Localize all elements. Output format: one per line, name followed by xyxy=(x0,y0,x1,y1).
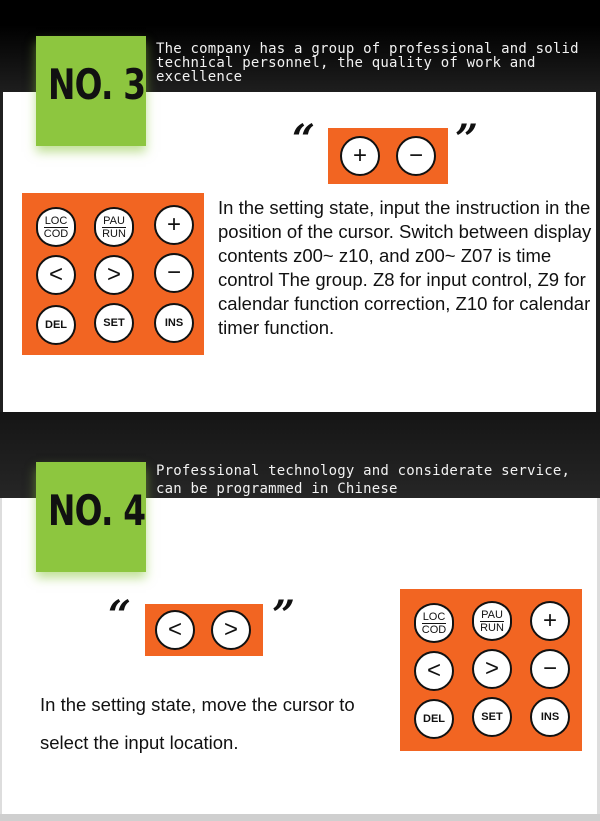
plus-icon: + xyxy=(352,142,367,169)
plus-minus-key-strip xyxy=(328,128,448,184)
pau-label: PAU xyxy=(103,214,125,227)
plus-key[interactable] xyxy=(154,205,194,245)
minus-icon: − xyxy=(166,259,181,286)
del-label: DEL xyxy=(423,713,445,725)
del-label: DEL xyxy=(45,319,67,331)
frame-left-lower xyxy=(0,498,2,821)
set-key[interactable] xyxy=(472,697,512,737)
section-4-description: In the setting state, move the cursor to select the input location. xyxy=(40,694,355,753)
section-3-description: In the setting state, input the instruction in the position of the cursor. Switch between display contents z00~ z10, and z00~ Z07 is time control The group. Z8 for input control, Z9 for calendar function correction, Z10 for calendar timer function. xyxy=(218,197,592,338)
set-label: SET xyxy=(103,317,125,329)
right-key[interactable] xyxy=(472,649,512,689)
chevron-left-icon: < xyxy=(426,657,441,684)
keypad-section-3 xyxy=(22,193,204,355)
left-key[interactable] xyxy=(155,610,195,650)
loc-label: LOC xyxy=(44,214,68,227)
minus-key[interactable] xyxy=(530,649,570,689)
pau-run-key[interactable] xyxy=(94,207,134,247)
left-right-key-strip xyxy=(145,604,263,656)
ins-label: INS xyxy=(164,317,184,329)
ins-label: INS xyxy=(540,711,560,723)
section-3-headline: The company has a group of professional and solid technical personnel, the quality of work and excellence xyxy=(156,41,588,85)
right-key[interactable] xyxy=(211,610,251,650)
chevron-right-icon: > xyxy=(106,261,121,288)
minus-icon: − xyxy=(542,655,557,682)
plus-key[interactable] xyxy=(340,136,380,176)
set-label: SET xyxy=(481,711,503,723)
pau-label: PAU xyxy=(481,608,503,621)
run-label: RUN xyxy=(480,621,504,634)
run-label: RUN xyxy=(102,227,126,240)
quote-close-mark: ” xyxy=(455,116,479,163)
loc-cod-key[interactable] xyxy=(414,603,454,643)
chevron-left-icon: < xyxy=(48,261,63,288)
ins-key[interactable] xyxy=(154,303,194,343)
minus-key[interactable] xyxy=(154,253,194,293)
chevron-right-icon: > xyxy=(484,655,499,682)
chevron-left-icon: < xyxy=(167,616,182,643)
loc-cod-key[interactable] xyxy=(36,207,76,247)
del-key[interactable] xyxy=(36,305,76,345)
cod-label: COD xyxy=(43,227,69,240)
cod-label: COD xyxy=(421,623,447,636)
loc-label: LOC xyxy=(422,610,446,623)
ins-key[interactable] xyxy=(530,697,570,737)
minus-icon: − xyxy=(408,142,423,169)
section-3-badge xyxy=(36,36,146,146)
quote-open-mark: “ xyxy=(108,592,132,639)
left-key[interactable] xyxy=(36,255,76,295)
left-key[interactable] xyxy=(414,651,454,691)
section-4-number: NO. 4 xyxy=(48,486,146,535)
section-3-number: NO. 3 xyxy=(48,60,146,109)
section-4-badge xyxy=(36,462,146,572)
plus-key[interactable] xyxy=(530,601,570,641)
minus-key[interactable] xyxy=(396,136,436,176)
quote-close-mark: ” xyxy=(272,592,296,639)
frame-bottom xyxy=(0,814,600,821)
right-key[interactable] xyxy=(94,255,134,295)
del-key[interactable] xyxy=(414,699,454,739)
keypad-section-4 xyxy=(400,589,582,751)
plus-icon: + xyxy=(542,607,557,634)
set-key[interactable] xyxy=(94,303,134,343)
frame-left xyxy=(0,92,3,412)
pau-run-key[interactable] xyxy=(472,601,512,641)
chevron-right-icon: > xyxy=(223,616,238,643)
section-4-headline: Professional technology and considerate service, can be programmed in Chinese xyxy=(156,463,579,497)
plus-icon: + xyxy=(166,211,181,238)
quote-open-mark: “ xyxy=(292,116,316,163)
